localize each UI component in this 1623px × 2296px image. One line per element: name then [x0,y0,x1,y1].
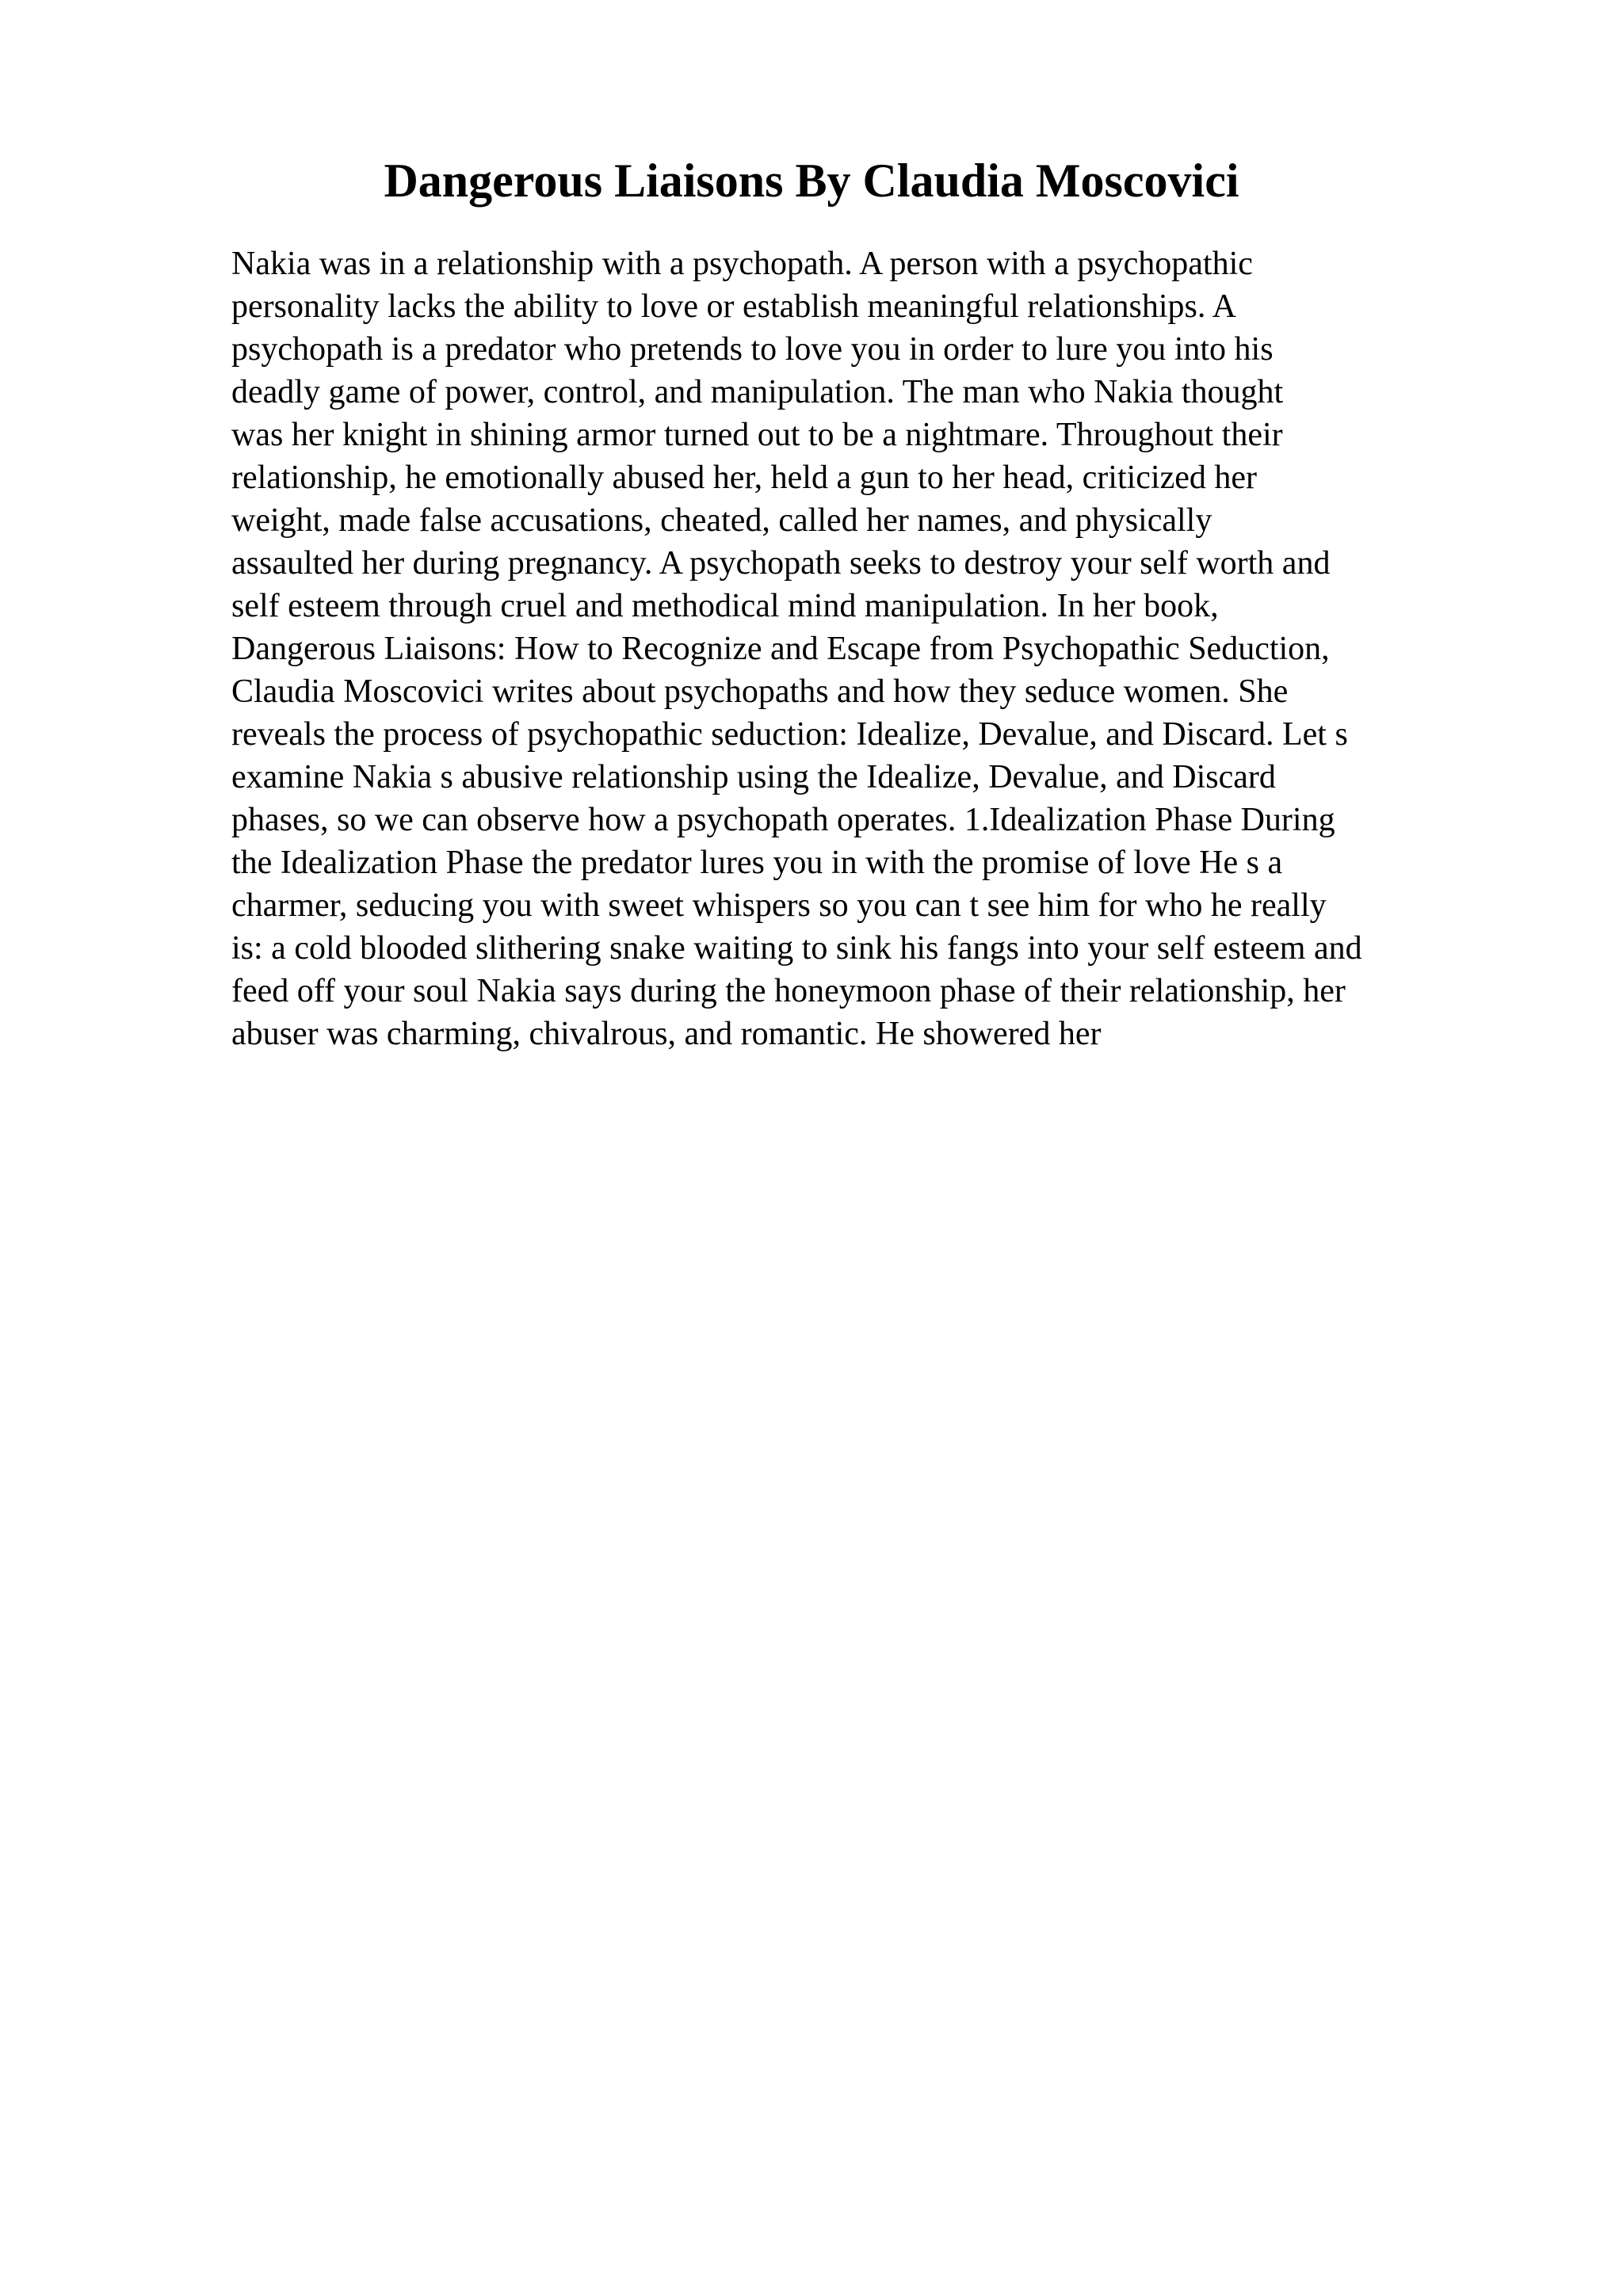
body-line: is: a cold blooded slithering snake waiting to sink his fangs into your self esteem and [231,930,1362,967]
body-line: Dangerous Liaisons: How to Recognize and Escape from Psychopathic Seduction, [231,631,1330,667]
body-line: was her knight in shining armor turned out to be a nightmare. Throughout their [231,417,1283,453]
body-line: personality lacks the ability to love or establish meaningful relationships. A [231,288,1236,325]
body-line: Nakia was in a relationship with a psychopath. A person with a psychopathic [231,246,1253,282]
document-body [231,242,1499,1055]
body-line: self esteem through cruel and methodical mind manipulation. In her book, [231,588,1219,624]
body-line: examine Nakia s abusive relationship using the Idealize, Devalue, and Discard [231,759,1276,795]
body-line: assaulted her during pregnancy. A psychopath seeks to destroy your self worth and [231,545,1331,582]
body-line: reveals the process of psychopathic seduction: Idealize, Devalue, and Discard. Let s [231,716,1348,753]
body-line: the Idealization Phase the predator lures you in with the promise of love He s a [231,845,1283,881]
body-line: Claudia Moscovici writes about psychopaths and how they seduce women. She [231,673,1289,710]
body-line: psychopath is a predator who pretends to love you in order to lure you into his [231,331,1274,368]
document-title: Dangerous Liaisons By Claudia Moscovici [384,154,1239,207]
body-line: deadly game of power, control, and manipulation. The man who Nakia thought [231,374,1284,410]
body-line: weight, made false accusations, cheated, called her names, and physically [231,502,1212,539]
body-line: phases, so we can observe how a psychopath operates. 1.Idealization Phase During [231,802,1335,838]
body-line: charmer, seducing you with sweet whispers so you can t see him for who he really [231,887,1327,924]
body-line: relationship, he emotionally abused her, held a gun to her head, criticized her [231,460,1258,496]
body-line: feed off your soul Nakia says during the honeymoon phase of their relationship, her [231,973,1346,1009]
body-line: abuser was charming, chivalrous, and romantic. He showered her [231,1016,1102,1052]
